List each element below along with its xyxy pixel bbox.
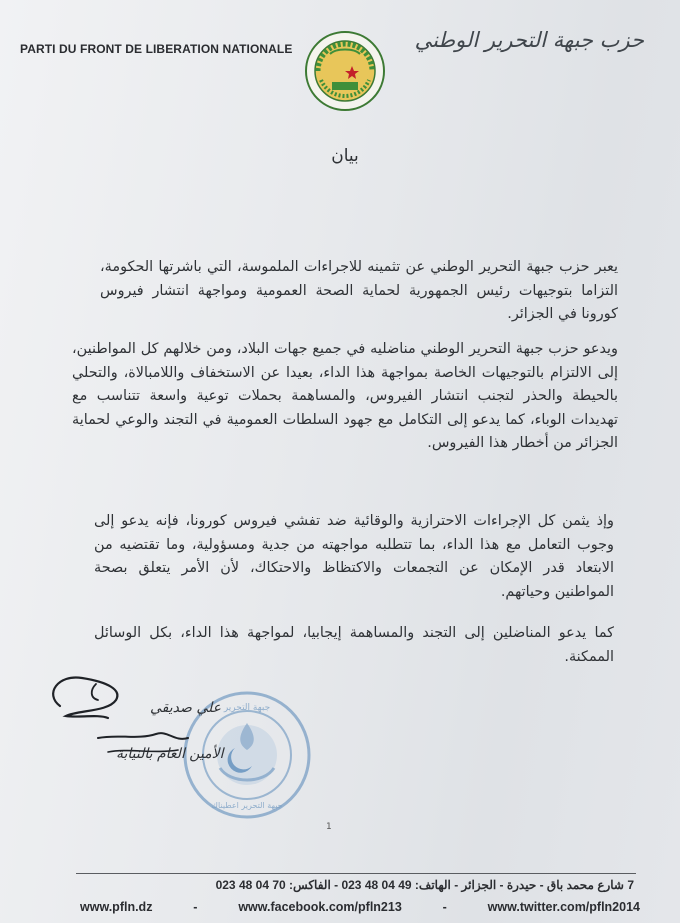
separator: - [193, 900, 198, 914]
svg-text:جبهة التحرير اعطيناك: جبهة التحرير اعطيناك [211, 801, 283, 810]
paragraph-1: يعبر حزب جبهة التحرير الوطني عن تثمينه للاجراءات الملموسة، التي باشرتها الحكومة، التزاما بتوجيهات رئيس الجمهورية لحماية الصحة العمومية ومواجهة انتشار فيروس كورونا في الجزائر. [100, 259, 618, 322]
fln-emblem-logo [304, 30, 386, 112]
signatory-title: الأمين العام بالنيابة [116, 746, 224, 762]
party-name-french: PARTI DU FRONT DE LIBERATION NATIONALE [20, 42, 293, 56]
svg-text:جبهة التحرير: جبهة التحرير [223, 703, 271, 713]
facebook-link[interactable]: www.facebook.com/pfln213 [238, 900, 402, 914]
handwritten-signature [38, 660, 228, 780]
footer-address: 7 شارع محمد باق - حيدرة - الجزائر - الهاتف: 49 04 48 023 - الفاكس: 70 04 48 023 [215, 878, 634, 892]
separator: - [442, 900, 447, 914]
document-title: بيان [331, 146, 359, 166]
footer-divider [76, 873, 636, 874]
paragraph-3: وإذ يثمن كل الإجراءات الاحترازية والوقائية ضد تفشي فيروس كورونا، فإنه يدعو إلى وجوب التعامل مع هذا الداء، بما تتطلبه مواجهته من جدية ومسؤولية، وما تقتضيه من الابتعاد قدر الإمكان عن التجمعات والاكتظاظ والاحتكاك، لأن الأمر يتعلق بصحة المواطنين وحياتهم. [94, 513, 614, 600]
website-link[interactable]: www.pfln.dz [80, 900, 153, 914]
party-name-arabic: حزب جبهة التحرير الوطني [414, 28, 644, 52]
page-number: 1 [326, 822, 332, 832]
footer-links [80, 900, 640, 914]
paragraph-4: كما يدعو المناضلين إلى التجند والمساهمة إيجابيا، لمواجهة هذا الداء، بكل الوسائل الممكنة. [94, 625, 614, 665]
twitter-link[interactable]: www.twitter.com/pfln2014 [487, 900, 640, 914]
paragraph-2: ويدعو حزب جبهة التحرير الوطني مناضليه في جميع جهات البلاد، ومن خلالهم كل المواطنين، إلى الالتزام بالتوجيهات الخاصة بمواجهة هذا الداء، بعيدا عن الاستخفاف واللامبالاة، والتحلي بالحيطة والحذر لتجنب انتشار الفيروس، والمساهمة بحملات توعية واسعة تتناسب مع تهديدات الوباء، كما يدعو إلى التكامل مع جهود السلطات العمومية في التجند والوعي لحماية الجزائر من أخطار هذا الفيروس. [72, 341, 618, 451]
signatory-name: علي صديقي [150, 700, 221, 716]
